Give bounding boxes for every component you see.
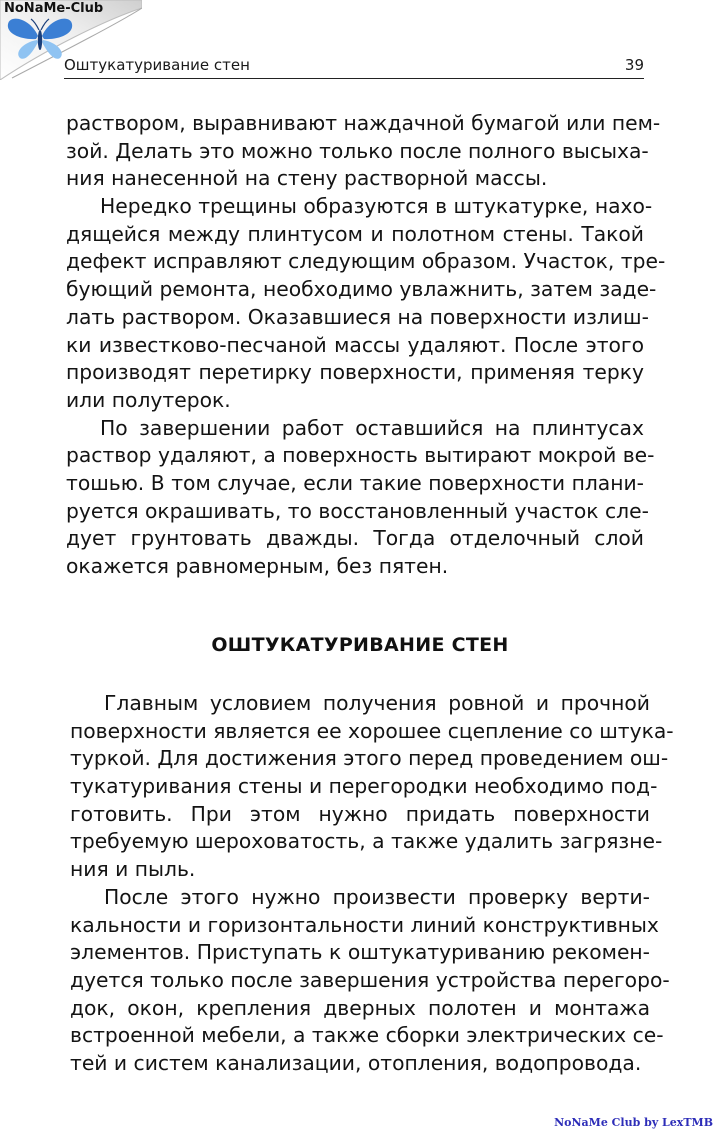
text-line: бующий ремонта, необходимо увлажнить, затем заде- (66, 277, 657, 302)
badge-label: NoNaMe-Club (4, 1, 104, 16)
text-line: дящейся между плинтусом и полотном стены. Такой (66, 221, 644, 246)
text-line: ки известково-песчаной массы удаляют. После этого (66, 332, 644, 357)
text-line: Нередко трещины образуются в штукатурке, нахо- (100, 194, 653, 219)
text-line: или полутерок. (66, 387, 231, 412)
text-line: По завершении работ оставшийся на плинтусах (100, 415, 644, 440)
running-title: Оштукатуривание стен (64, 56, 250, 74)
footer-credit: NoNaMe Club by LexTMB (554, 1116, 713, 1129)
text-line: встроенной мебели, а также сборки электрических се- (70, 1023, 664, 1048)
paragraph (70, 690, 674, 884)
paragraph (70, 884, 670, 1078)
body-text-bottom (70, 690, 674, 1078)
text-line: док, окон, крепления дверных полотен и монтажа (70, 995, 650, 1020)
text-line: дует грунтовать дважды. Тогда отделочный слой (66, 526, 644, 551)
text-line: элементов. Приступать к оштукатуриванию рекомен- (70, 940, 650, 965)
paragraph (66, 193, 666, 415)
paragraph (66, 110, 661, 193)
paragraph (66, 415, 655, 581)
text-line: требуемую шероховатость, а также удалить загрязне- (70, 829, 663, 854)
text-line: кальности и горизонтальности линий конструктивных (70, 912, 659, 937)
text-line: туркой. Для достижения этого перед проведением ош- (70, 746, 669, 771)
running-header (64, 54, 644, 79)
section-heading: ОШТУКАТУРИВАНИЕ СТЕН (211, 634, 509, 656)
text-line: готовить. При этом нужно придать поверхности (70, 801, 650, 826)
text-line: раствор удаляют, а поверхность вытирают мокрой ве- (66, 443, 655, 468)
text-line: поверхности является ее хорошее сцепление со штука- (70, 718, 674, 743)
text-line: После этого нужно произвести проверку верти- (104, 884, 650, 909)
text-line: ния нанесенной на стену растворной массы. (66, 166, 548, 191)
text-line: дефект исправляют следующим образом. Участок, тре- (66, 249, 666, 274)
text-line: окажется равномерным, без пятен. (66, 554, 449, 578)
text-line: дуется только после завершения устройства перегоро- (70, 967, 670, 992)
text-line: производят перетирку поверхности, применяя терку (66, 360, 644, 385)
text-line: лать раствором. Оказавшиеся на поверхности излиш- (66, 304, 649, 329)
text-line: тей и систем канализации, отопления, водопровода. (70, 1050, 642, 1075)
text-line: тукатуривания стены и перегородки необходимо под- (70, 774, 658, 799)
page-number: 39 (624, 56, 644, 74)
text-line: раствором, выравнивают наждачной бумагой или пем- (66, 111, 661, 135)
body-text-top (66, 110, 666, 581)
text-line: руется окрашивать, то восстановленный участок сле- (66, 498, 649, 523)
text-line: Главным условием получения ровной и прочной (104, 691, 650, 715)
text-line: зой. Делать это можно только после полного высыха- (66, 138, 649, 163)
text-line: тошью. В том случае, если такие поверхности плани- (66, 470, 644, 495)
text-line: ния и пыль. (70, 857, 196, 882)
